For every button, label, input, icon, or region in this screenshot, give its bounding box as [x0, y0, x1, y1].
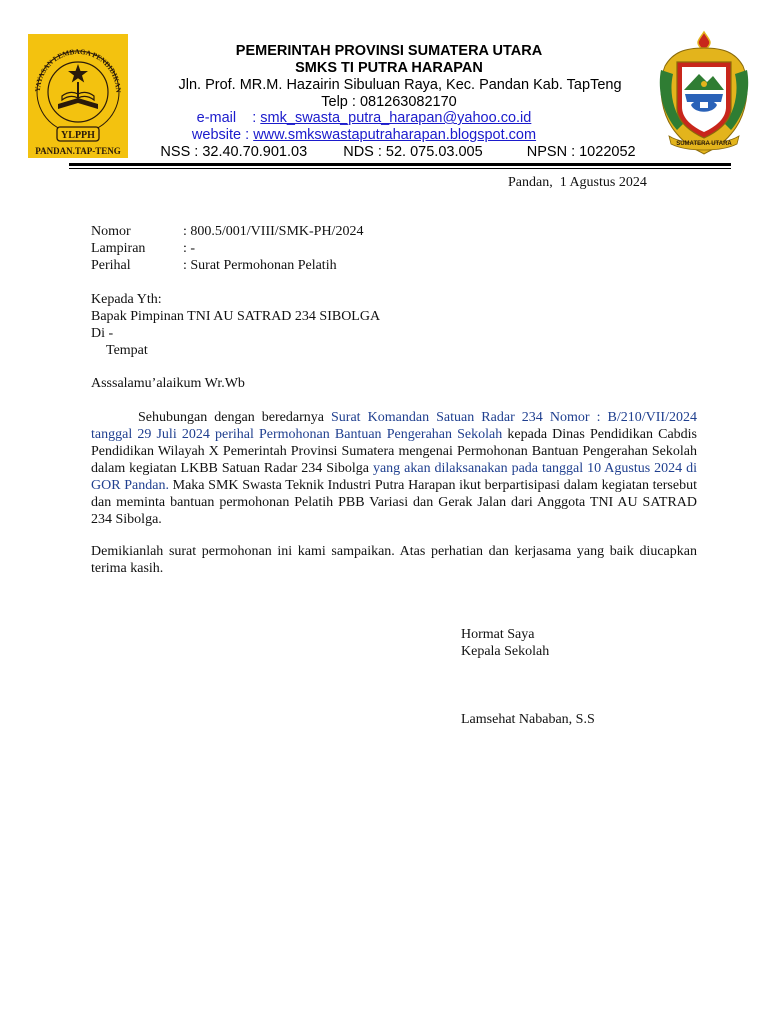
letterhead-address: Jln. Prof. MR.M. Hazairin Sibuluan Raya, Kec. Pandan Kab. TapTeng [178, 77, 622, 93]
recipient-line-3: Di - [91, 326, 114, 341]
p1-part-c: kepada Dinas Pendidikan Cabdis Pendidikan Wilayah X Pemerintah Provinsi Sumatera mengenai Permohonan Bantuan Pengerahan Sekolah dalam kegiatan LKBB Satuan Radar 234 Sibolga [91, 427, 697, 476]
email-label: e-mail : [196, 110, 257, 126]
website-link[interactable]: www.smkswastaputraharapan.blogspot.com [253, 127, 537, 143]
body-paragraph-2: Demikianlah surat permohonan ini kami sampaikan. Atas perhatian dan kerjasama yang baik diucapkan terima kasih. [91, 544, 697, 576]
p1-part-a: Sehubungan dengan beredarnya [138, 410, 324, 425]
letterhead-phone: Telp : 081263082170 [321, 94, 457, 110]
recipient-line-4: Tempat [106, 343, 148, 358]
letterhead-org: PEMERINTAH PROVINSI SUMATERA UTARA [235, 43, 543, 59]
nomor-label: Nomor [91, 224, 131, 239]
nds: NDS : 52. 075.03.005 [343, 144, 483, 160]
npsn: NPSN : 1022052 [526, 144, 636, 160]
signature-name: Lamsehat Nababan, S.S [461, 712, 595, 727]
letterhead-numbers [14, 144, 768, 160]
p1-part-b: Surat Komandan Satuan Radar 234 Nomor : B/210/VII/2024 tanggal 29 Juli 2024 perihal Permohonan Bantuan Pengerahan Sekolah [91, 410, 697, 442]
recipient-line-1: Kepada Yth: [91, 292, 162, 307]
emblem-scroll-text: SUMATERA UTARA [676, 141, 732, 147]
recipient-line-2: Bapak Pimpinan TNI AU SATRAD 234 SIBOLGA [91, 309, 381, 324]
website-label: website : [191, 127, 250, 143]
signature-position: Kepala Sekolah [461, 644, 550, 659]
meta-lampiran [91, 240, 195, 257]
meta-nomor [91, 223, 363, 240]
logo-ring-text: YAYASAN LEMBAGA PENDIDIKAN [33, 47, 123, 93]
lampiran-label: Lampiran [91, 241, 146, 256]
logo-bottom-text: PANDAN.TAP-TENG [35, 146, 121, 156]
lampiran-value: : - [183, 241, 196, 256]
letterhead-rule-thick [69, 163, 731, 166]
letterhead-email-row [0, 110, 748, 126]
greeting: Asssalamu’alaikum Wr.Wb [91, 376, 245, 391]
nss: NSS : 32.40.70.901.03 [160, 144, 308, 160]
perihal-value: : Surat Permohonan Pelatih [183, 258, 337, 273]
meta-perihal [91, 257, 337, 274]
p1-part-e: Maka SMK Swasta Teknik Industri Putra Harapan ikut berpartisipasi dalam kegiatan tersebut dan meminta bantuan permohonan Pelatih PBB Variasi dan Gerak Jalan dari Anggota TNI AU SATRAD 234 Sibolga. [91, 478, 697, 527]
p1-part-d: yang akan dilaksanakan pada tanggal 10 Agustus 2024 di GOR Pandan. [91, 461, 697, 493]
body-paragraph-1 [91, 409, 697, 528]
email-link[interactable]: smk_swasta_putra_harapan@yahoo.co.id [260, 110, 532, 126]
signature-closing: Hormat Saya [461, 627, 535, 642]
nomor-value: : 800.5/001/VIII/SMK-PH/2024 [183, 224, 364, 239]
letterhead-rule-thin [69, 168, 731, 169]
perihal-label: Perihal [91, 258, 131, 273]
logo-badge-text: YLPPH [61, 130, 95, 141]
date-place: Pandan, 1 Agustus 2024 [508, 175, 647, 190]
letterhead-school: SMKS TI PUTRA HARAPAN [295, 60, 483, 76]
letterhead-website-row [0, 127, 748, 143]
